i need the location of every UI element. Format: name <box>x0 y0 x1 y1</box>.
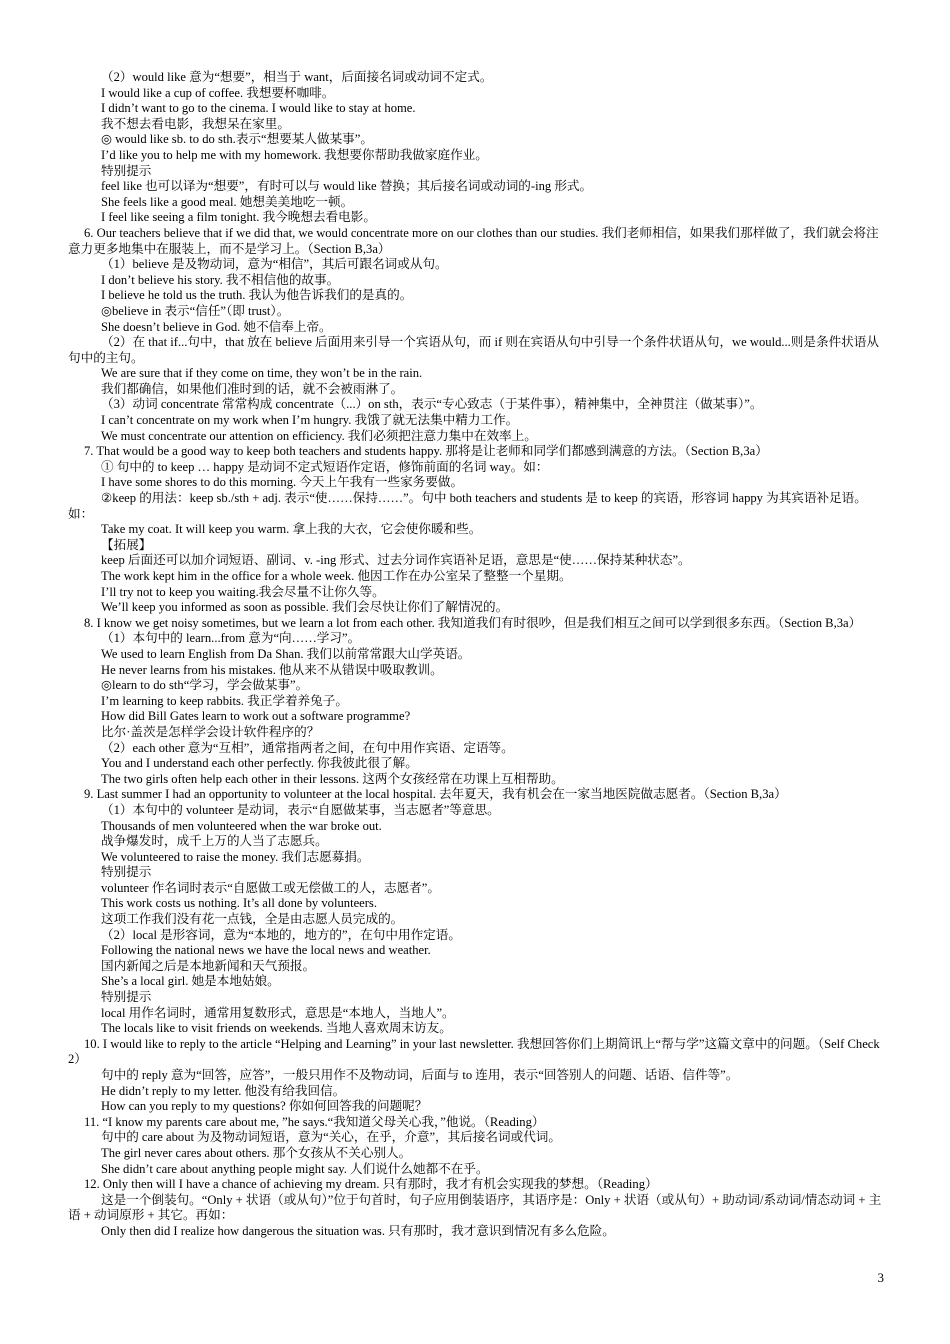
text-line: 12. Only then will I have a chance of achieving my dream. 只有那时，我才有机会实现我的梦想。（Reading） <box>84 1177 658 1192</box>
text-line: ① 句中的 to keep … happy 是动词不定式短语作定语，修饰前面的名词 way。如： <box>101 459 549 474</box>
text-line: （2）local 是形容词，意为“本地的，地方的”，在句中用作定语。 <box>101 927 461 942</box>
text-line: 10. I would like to reply to the article “Helping and Learning” in your last newsletter. 我想回答你们上期简讯上“帮与学”这篇文章中的问题。（Self Check 2） <box>68 1036 880 1067</box>
text-line: volunteer 作名词时表示“自愿做工或无偿做工的人，志愿者”。 <box>101 880 440 895</box>
text-line: I feel like seeing a film tonight. 我今晚想去看电影。 <box>101 210 376 225</box>
text-line: She didn’t care about anything people might say. 人们说什么她都不在乎。 <box>101 1161 489 1176</box>
text-line: We volunteered to raise the money. 我们志愿募捐。 <box>101 849 370 864</box>
text-line: How did Bill Gates learn to work out a software programme? <box>101 709 411 724</box>
text-line: （2）在 that if...句中，that 放在 believe 后面用来引导一个宾语从句，而 if 则在宾语从句中引导一个条件状语从句，we would...则是条件状语从句中的主句。 <box>68 335 879 365</box>
text-line: You and I understand each other perfectly. 你我彼此很了解。 <box>101 756 418 771</box>
text-line: 7. That would be a good way to keep both teachers and students happy. 那将是让老师和同学们都感到满意的方法。（Section B,3a） <box>84 444 768 459</box>
text-line: ◎ would like sb. to do sth.表示“想要某人做某事”。 <box>101 132 373 147</box>
text-line: We used to learn English from Da Shan. 我们以前常常跟大山学英语。 <box>101 646 471 661</box>
text-line: She doesn’t believe in God. 她不信奉上帝。 <box>101 319 332 334</box>
text-line: This work costs us nothing. It’s all done by volunteers. <box>101 896 377 911</box>
text-line: I have some shores to do this morning. 今天上午我有一些家务要做。 <box>101 475 464 490</box>
text-line: ◎believe in 表示“信任”（即 trust）。 <box>101 303 290 318</box>
text-line: feel like 也可以译为“想要”，有时可以与 would like 替换；其后接名词或动词的-ing 形式。 <box>101 179 593 194</box>
text-line: （1）本句中的 learn...from 意为“向……学习”。 <box>101 631 361 646</box>
text-line: 比尔·盖茨是怎样学会设计软件程序的？ <box>101 724 320 739</box>
text-line: （3）动词 concentrate 常常构成 concentrate（...）on sth，表示“专心致志（于某件事），精神集中，全神贯注（做某事）”。 <box>101 397 763 412</box>
text-line: 特别提示 <box>101 865 152 880</box>
text-line: I’d like you to help me with my homework. 我想要你帮助我做家庭作业。 <box>101 147 488 162</box>
text-line: We are sure that if they come on time, they won’t be in the rain. <box>101 366 423 381</box>
text-line: The girl never cares about others. 那个女孩从不关心别人。 <box>101 1145 412 1160</box>
text-line: I didn’t want to go to the cinema. I would like to stay at home. <box>101 101 416 116</box>
text-line: ◎learn to do sth“学习，学会做某事”。 <box>101 678 309 693</box>
text-line: I would like a cup of coffee. 我想要杯咖啡。 <box>101 85 335 100</box>
text-line: I’m learning to keep rabbits. 我正学着养兔子。 <box>101 693 348 708</box>
document-body <box>68 70 884 1240</box>
text-line: 这项工作我们没有花一点钱，全是由志愿人员完成的。 <box>101 912 404 927</box>
text-line: How can you reply to my questions? 你如何回答我的问题呢？ <box>101 1099 428 1114</box>
text-line: （2）each other 意为“互相”，通常指两者之间，在句中用作宾语、定语等。 <box>101 740 514 755</box>
text-line: 特别提示 <box>101 163 152 178</box>
text-line: 特别提示 <box>101 990 152 1005</box>
text-line: I’ll try not to keep you waiting.我会尽量不让你久等。 <box>101 584 385 599</box>
text-line: Take my coat. It will keep you warm. 拿上我的大衣，它会使你暖和些。 <box>101 522 482 537</box>
text-line: The locals like to visit friends on weekends. 当地人喜欢周末访友。 <box>101 1021 452 1036</box>
text-line: I don’t believe his story. 我不相信他的故事。 <box>101 272 340 287</box>
text-line: 国内新闻之后是本地新闻和天气预报。 <box>101 958 316 973</box>
text-line: The work kept him in the office for a whole week. 他因工作在办公室呆了整整一个星期。 <box>101 569 572 583</box>
text-line: 【拓展】 <box>101 537 152 552</box>
text-line: （1）本句中的 volunteer 是动词，表示“自愿做某事，当志愿者”等意思。 <box>101 802 500 817</box>
text-line: I can’t concentrate on my work when I’m hungry. 我饿了就无法集中精力工作。 <box>101 413 519 428</box>
text-line: 句中的 reply 意为“回答，应答”，一般只用作不及物动词，后面与 to 连用，表示“回答别人的问题、话语、信件等”。 <box>101 1068 739 1082</box>
text-line: We must concentrate our attention on efficiency. 我们必须把注意力集中在效率上。 <box>101 428 537 443</box>
text-line: The two girls often help each other in their lessons. 这两个女孩经常在功课上互相帮助。 <box>101 771 564 786</box>
text-line: （1）believe 是及物动词，意为“相信”，其后可跟名词或从句。 <box>101 257 448 272</box>
text-line: 我们都确信，如果他们准时到的话，就不会被雨淋了。 <box>101 381 404 396</box>
text-line: keep 后面还可以加介词短语、副词、v. -ing 形式、过去分词作宾语补足语，意思是“使……保持某种状态”。 <box>101 553 691 568</box>
text-line: He didn’t reply to my letter. 他没有给我回信。 <box>101 1083 346 1098</box>
text-line: 11. “I know my parents care about me, ”he says.“我知道父母关心我，”他说。（Reading） <box>84 1114 545 1129</box>
text-line: 句中的 care about 为及物动词短语，意为“关心，在乎，介意”，其后接名词或代词。 <box>101 1130 561 1145</box>
text-line: I believe he told us the truth. 我认为他告诉我们的是真的。 <box>101 288 413 303</box>
text-line: 我不想去看电影，我想呆在家里。 <box>101 116 290 131</box>
text-line: ②keep 的用法：keep sb./sth + adj. 表示“使……保持……”。句中 both teachers and students 是 to keep 的宾语，形容词 happy 为其宾语补足语。如： <box>68 491 867 521</box>
text-line: （2）would like 意为“想要”，相当于 want，后面接名词或动词不定式。 <box>101 70 493 84</box>
page-number: 3 <box>877 1270 884 1285</box>
text-line: She feels like a good meal. 她想美美地吃一顿。 <box>101 194 354 209</box>
text-line: Only then did I realize how dangerous the situation was. 只有那时，我才意识到情况有多么危险。 <box>101 1223 615 1238</box>
text-line: He never learns from his mistakes. 他从来不从错误中吸取教训。 <box>101 662 443 677</box>
text-line: 8. I know we get noisy sometimes, but we learn a lot from each other. 我知道我们有时很吵，但是我们相互之间可以学到很多东西。（Section B,3a） <box>84 615 862 630</box>
text-line: We’ll keep you informed as soon as possible. 我们会尽快让你们了解情况的。 <box>101 600 509 615</box>
text-line: 战争爆发时，成千上万的人当了志愿兵。 <box>101 834 328 849</box>
text-line: local 用作名词时，通常用复数形式，意思是“本地人，当地人”。 <box>101 1005 455 1020</box>
text-line: She’s a local girl. 她是本地姑娘。 <box>101 974 280 989</box>
text-line: 9. Last summer I had an opportunity to volunteer at the local hospital. 去年夏天，我有机会在一家当地医院做志愿者。（Section B,3a） <box>84 787 787 802</box>
text-line: Thousands of men volunteered when the war broke out. <box>101 818 382 833</box>
text-line: 6. Our teachers believe that if we did that, we would concentrate more on our clothes than our studies. 我们老师相信，如果我们那样做了，我们就会将注意力更多地集中在服装上，而不是学习上。（Section B,3a） <box>68 225 879 256</box>
text-line: Following the national news we have the local news and weather. <box>101 943 431 958</box>
text-line: 这是一个倒装句。“Only + 状语（或从句）”位于句首时，句子应用倒装语序，其语序是：Only + 状语（或从句）+ 助动词/系动词/情态动词 + 主语 + 动词原形 + 其它。再如： <box>68 1192 882 1223</box>
